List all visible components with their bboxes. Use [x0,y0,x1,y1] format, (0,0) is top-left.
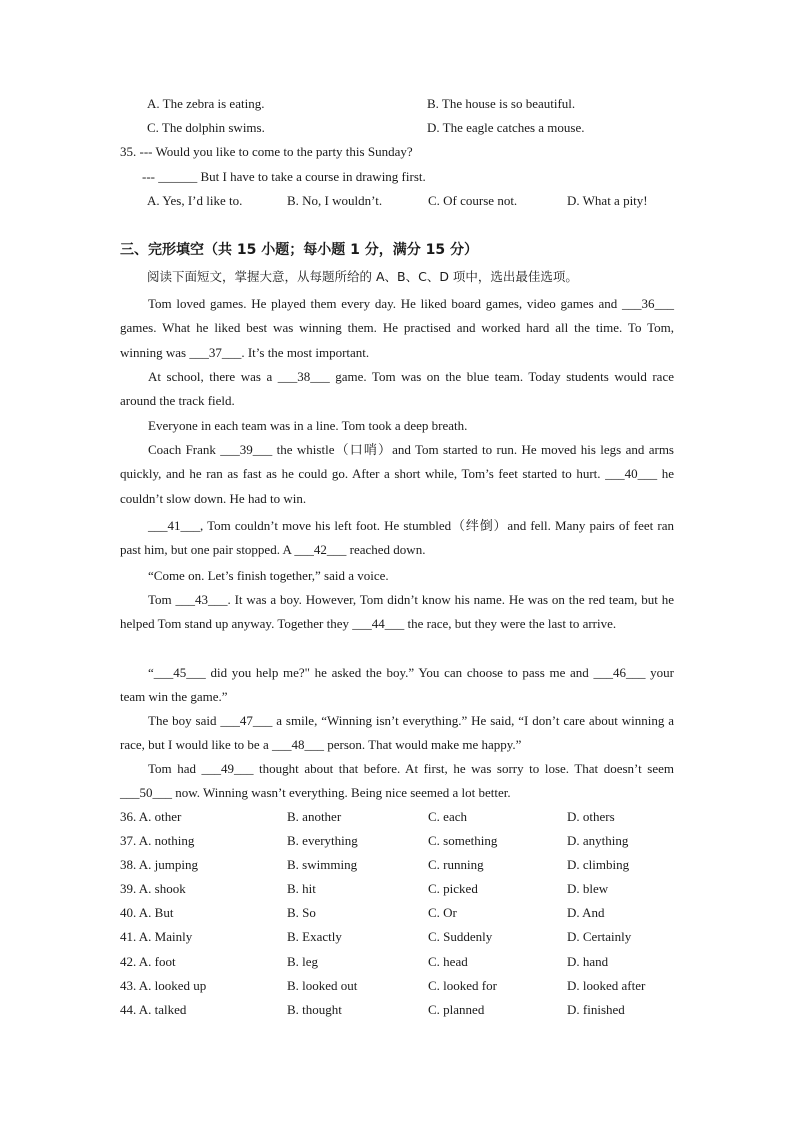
choice-option-d: D. Certainly [567,929,632,944]
choice-option-c: C. something [428,833,498,848]
choice-option-a: 38. A. jumping [120,857,199,872]
choice-option-a: 36. A. other [120,809,182,824]
choice-option-a: 44. A. talked [120,1002,187,1017]
choice-option-a: 39. A. shook [120,881,186,896]
passage-paragraph-1: Tom loved games. He played them every day. He liked board games, video games and ___36___ games. What he liked best was winning them. He practised and worked hard all the time. To Tom, winning was ___37___. It’s the most important. [120,296,674,360]
choice-option-c: C. picked [428,881,478,896]
choice-option-b: B. another [287,809,342,824]
passage-paragraph-10: Tom had ___49___ thought about that before. At first, he was sorry to lose. That doesn’t seem ___50___ now. Winning wasn’t everything. Being nice seemed a lot better. [120,761,674,801]
choice-option-d: D. anything [567,833,629,848]
q35-answer-line: --- ______ But I have to take a course in drawing first. [142,169,426,184]
choice-option-a: 42. A. foot [120,954,176,969]
q35-option-d: D. What a pity! [567,193,648,208]
choice-option-b: B. looked out [287,978,358,993]
choice-option-c: C. Or [428,905,457,920]
q35-option-c: C. Of course not. [428,193,518,208]
passage-paragraph-2: At school, there was a ___38___ game. Tom was on the blue team. Today students would race around the track field. [120,369,674,409]
choice-option-d: D. looked after [567,978,646,993]
q34-option-c: C. The dolphin swims. [147,120,265,135]
section-instruction: 阅读下面短文，掌握大意，从每题所给的 A、B、C、D 项中，选出最佳选项。 [147,269,578,284]
choice-option-b: B. thought [287,1002,342,1017]
choice-option-a: 37. A. nothing [120,833,195,848]
passage-paragraph-5: ___41___, Tom couldn’t move his left foot. He stumbled（绊倒）and fell. Many pairs of feet ran past him, but one pair stopped. A ___42___ reached down. [120,518,674,558]
choice-option-d: D. others [567,809,615,824]
choice-option-c: C. Suddenly [428,929,493,944]
choice-option-b: B. hit [287,881,316,896]
choice-option-c: C. looked for [428,978,497,993]
choice-option-a: 41. A. Mainly [120,929,193,944]
choice-option-c: C. head [428,954,468,969]
choice-option-b: B. leg [287,954,319,969]
passage-paragraph-7: Tom ___43___. It was a boy. However, Tom didn’t know his name. He was on the red team, but he helped Tom stand up anyway. Together they ___44___ the race, but they were the last to arrive. [120,592,674,632]
section-heading: 三、完形填空（共 15 小题；每小题 1 分，满分 15 分） [120,242,478,258]
choice-option-c: C. running [428,857,484,872]
choice-option-d: D. finished [567,1002,625,1017]
passage-paragraph-3: Everyone in each team was in a line. Tom took a deep breath. [148,418,468,433]
passage-paragraph-4: Coach Frank ___39___ the whistle（口哨）and Tom started to run. He moved his legs and arms quickly, and he ran as fast as he could go. After a short while, Tom’s feet started to hurt. ___40___ he couldn’t slow down. He had to win. [120,442,674,506]
choice-option-b: B. Exactly [287,929,342,944]
choice-option-d: D. climbing [567,857,630,872]
choice-option-d: D. blew [567,881,609,896]
choice-option-c: C. each [428,809,467,824]
choice-option-a: 40. A. But [120,905,174,920]
passage-paragraph-9: The boy said ___47___ a smile, “Winning isn’t everything.” He said, “I don’t care about winning a race, but I would like to be a ___48___ person. That would make me happy.” [120,713,674,753]
passage-paragraph-6: “Come on. Let’s finish together,” said a voice. [148,568,389,583]
q34-option-d: D. The eagle catches a mouse. [427,120,585,135]
q35-option-a: A. Yes, I’d like to. [147,193,243,208]
q34-option-b: B. The house is so beautiful. [427,96,576,111]
choice-option-b: B. swimming [287,857,358,872]
choice-option-d: D. And [567,905,605,920]
q34-option-a: A. The zebra is eating. [147,96,265,111]
choice-option-c: C. planned [428,1002,485,1017]
q35-question: 35. --- Would you like to come to the party this Sunday? [120,144,413,159]
choice-option-d: D. hand [567,954,609,969]
q35-option-b: B. No, I wouldn’t. [287,193,383,208]
choice-option-a: 43. A. looked up [120,978,207,993]
passage-paragraph-8: “___45___ did you help me?" he asked the boy.” You can choose to pass me and ___46___ your team win the game.” [120,665,674,705]
choice-option-b: B. So [287,905,316,920]
choice-option-b: B. everything [287,833,358,848]
